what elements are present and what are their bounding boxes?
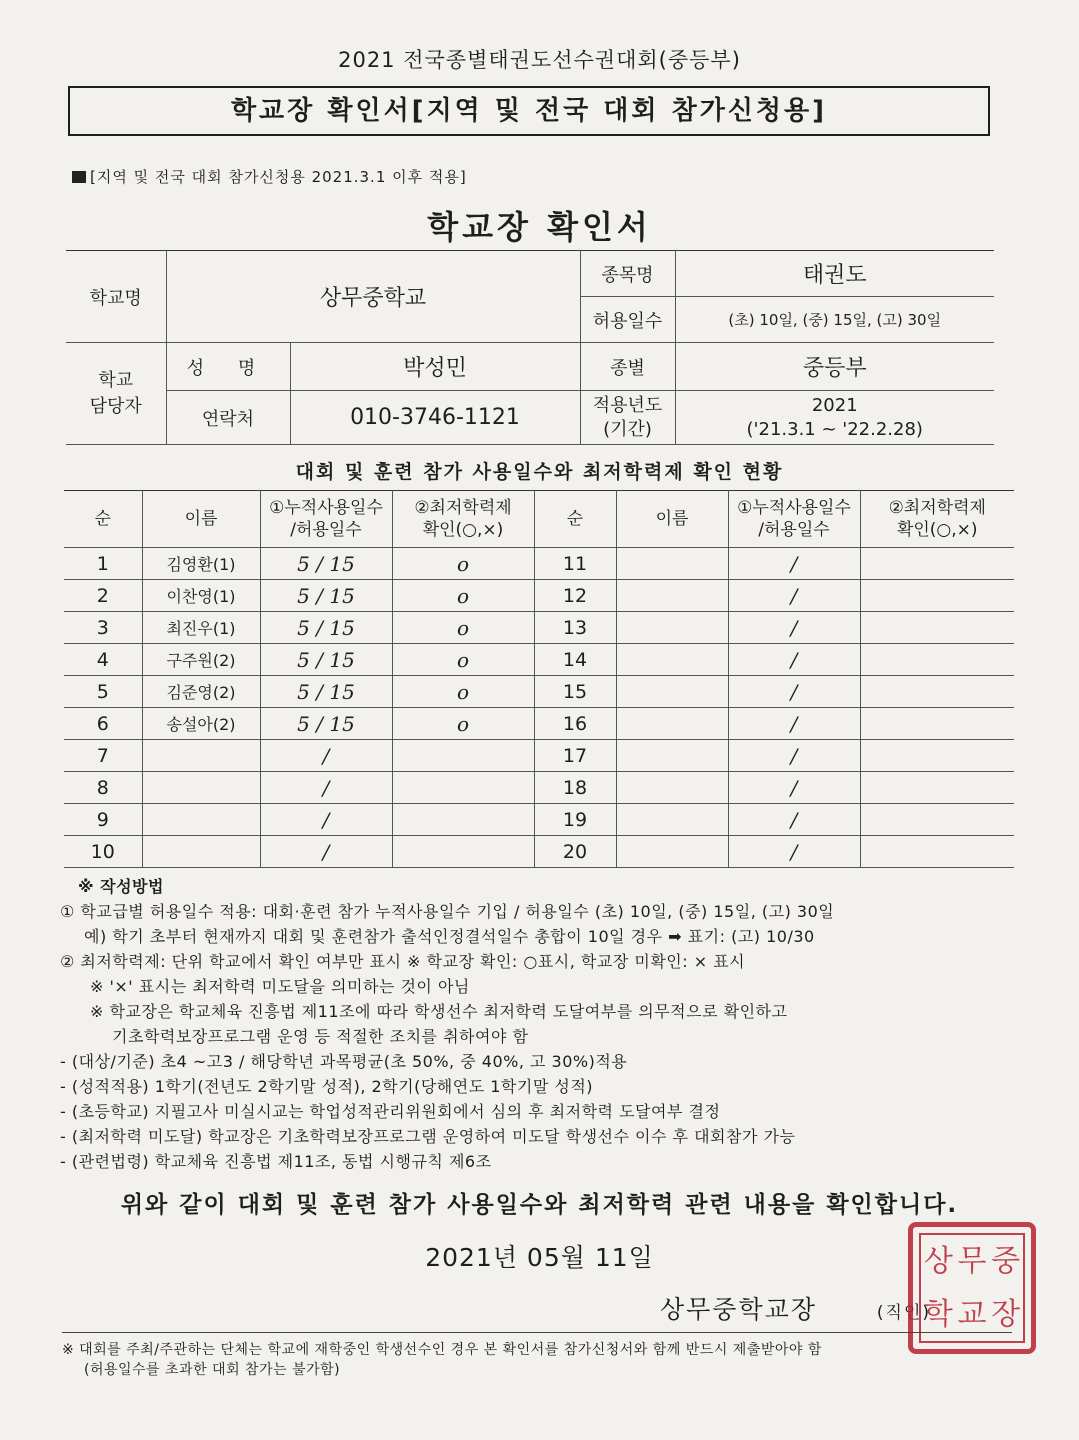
issue-date: 2021년 05월 11일 xyxy=(425,1243,654,1272)
seal-label: (직인) xyxy=(876,1303,932,1323)
sport-label: 종목명 xyxy=(580,251,675,297)
contact-person-label: 학교 담당자 xyxy=(66,343,166,445)
row-number: 17 xyxy=(534,740,616,772)
confirmation-statement: 위와 같이 대회 및 훈련 참가 사용일수와 최저학력 관련 내용을 확인합니다. xyxy=(120,1192,959,1218)
phone-value: 010-3746-1121 xyxy=(290,391,580,445)
applied-note-text: [지역 및 전국 대회 참가신청용 2021.3.1 이후 적용] xyxy=(90,168,467,186)
min-academic-check: o xyxy=(392,644,534,676)
table-row xyxy=(64,772,1014,804)
athlete-name: 이찬영(1) xyxy=(142,580,260,612)
col-no-header: 순 xyxy=(64,491,142,548)
form-title-box: 학교장 확인서[지역 및 전국 대회 참가신청용] xyxy=(68,86,990,136)
instruction-line: - (관련법령) 학교체육 진흥법 제11조, 동법 시행규칙 제6조 xyxy=(60,1152,492,1171)
col-days-header: ①누적사용일수 /허용일수 xyxy=(260,491,392,548)
athlete-name xyxy=(616,836,728,868)
used-days: / xyxy=(728,676,860,708)
used-days: 5 / 15 xyxy=(260,644,392,676)
min-academic-check xyxy=(860,548,1014,580)
used-days: 5 / 15 xyxy=(260,580,392,612)
used-days: 5 / 15 xyxy=(260,548,392,580)
instructions xyxy=(60,874,1020,1174)
used-days: / xyxy=(728,740,860,772)
athlete-name xyxy=(142,772,260,804)
status-section-title: 대회 및 훈련 참가 사용일수와 최저학력제 확인 현황 xyxy=(295,461,784,483)
name-value: 박성민 xyxy=(290,343,580,391)
signer-name: 상무중학교장 xyxy=(660,1295,817,1324)
athlete-name xyxy=(616,580,728,612)
min-academic-check xyxy=(392,804,534,836)
main-title: 학교장 확인서 xyxy=(427,208,652,246)
used-days: / xyxy=(728,836,860,868)
school-info-table xyxy=(66,250,994,445)
athlete-name: 김준영(2) xyxy=(142,676,260,708)
instruction-line: - (성적적용) 1학기(전년도 2학기말 성적), 2학기(당해연도 1학기말 성적) xyxy=(60,1077,594,1096)
row-number: 4 xyxy=(64,644,142,676)
athlete-register-table xyxy=(64,490,1014,868)
row-number: 10 xyxy=(64,836,142,868)
row-number: 15 xyxy=(534,676,616,708)
used-days: / xyxy=(728,612,860,644)
col-days-header-right: ①누적사용일수 /허용일수 xyxy=(728,491,860,548)
footer-line: (허용일수를 초과한 대회 참가는 불가함) xyxy=(84,1362,341,1378)
row-number: 16 xyxy=(534,708,616,740)
row-number: 6 xyxy=(64,708,142,740)
instruction-line: 예) 학기 초부터 현재까지 대회 및 훈련참가 출석인정결석일수 총합이 10일 경우 ➡ 표기: (고) 10/30 xyxy=(84,927,815,946)
table-row xyxy=(64,612,1014,644)
row-number: 3 xyxy=(64,612,142,644)
footer-note xyxy=(62,1340,1022,1380)
table-row xyxy=(64,676,1014,708)
athlete-name xyxy=(616,708,728,740)
school-name-value: 상무중학교 xyxy=(166,251,580,343)
row-number: 2 xyxy=(64,580,142,612)
category-label: 종별 xyxy=(580,343,675,391)
row-number: 1 xyxy=(64,548,142,580)
instruction-line: ① 학교급별 허용일수 적용: 대회·훈련 참가 누적사용일수 기입 / 허용일수 (초) 10일, (중) 15일, (고) 30일 xyxy=(60,902,835,921)
seal-glyph: 학 xyxy=(923,1296,953,1332)
table-row xyxy=(64,548,1014,580)
seal-glyph: 무 xyxy=(957,1243,987,1279)
table-header-row xyxy=(64,491,1014,548)
min-academic-check xyxy=(392,836,534,868)
athlete-name: 구주원(2) xyxy=(142,644,260,676)
row-number: 12 xyxy=(534,580,616,612)
table-row xyxy=(64,708,1014,740)
used-days: / xyxy=(260,772,392,804)
used-days: 5 / 15 xyxy=(260,708,392,740)
used-days: 5 / 15 xyxy=(260,612,392,644)
athlete-name xyxy=(616,676,728,708)
square-bullet-icon xyxy=(72,171,86,183)
min-academic-check: o xyxy=(392,548,534,580)
min-academic-check: o xyxy=(392,612,534,644)
school-name-label: 학교명 xyxy=(66,251,166,343)
footer-divider xyxy=(62,1332,1012,1333)
athlete-name: 김영환(1) xyxy=(142,548,260,580)
used-days: / xyxy=(260,804,392,836)
signer xyxy=(660,1290,931,1326)
col-no-header-right: 순 xyxy=(534,491,616,548)
athlete-name: 송설아(2) xyxy=(142,708,260,740)
table-row xyxy=(64,580,1014,612)
seal-glyph: 교 xyxy=(957,1296,987,1332)
instruction-line: ※ 학교장은 학교체육 진흥법 제11조에 따라 학생선수 최저학력 도달여부를 의무적으로 확인하고 xyxy=(90,1002,788,1021)
athlete-name xyxy=(616,548,728,580)
table-row xyxy=(64,804,1014,836)
athlete-name: 최진우(1) xyxy=(142,612,260,644)
row-number: 13 xyxy=(534,612,616,644)
athlete-name xyxy=(616,772,728,804)
used-days: / xyxy=(728,548,860,580)
min-academic-check xyxy=(860,772,1014,804)
min-academic-check xyxy=(392,740,534,772)
min-academic-check: o xyxy=(392,580,534,612)
row-number: 18 xyxy=(534,772,616,804)
used-days: / xyxy=(260,836,392,868)
row-number: 11 xyxy=(534,548,616,580)
used-days: / xyxy=(728,708,860,740)
allowed-days-value: (초) 10일, (중) 15일, (고) 30일 xyxy=(675,297,994,343)
used-days: / xyxy=(728,804,860,836)
category-value: 중등부 xyxy=(675,343,994,391)
instruction-line: ② 최저학력제: 단위 학교에서 확인 여부만 표시 ※ 학교장 확인: ○표시, 학교장 미확인: × 표시 xyxy=(60,952,746,971)
sport-value: 태권도 xyxy=(675,251,994,297)
min-academic-check xyxy=(860,804,1014,836)
athlete-name xyxy=(616,612,728,644)
min-academic-check xyxy=(860,612,1014,644)
instruction-line: ※ '×' 표시는 최저학력 미도달을 의미하는 것이 아님 xyxy=(90,977,470,996)
footer-line: ※ 대회를 주최/주관하는 단체는 학교에 재학중인 학생선수인 경우 본 확인서를 참가신청서와 함께 반드시 제출받아야 함 xyxy=(62,1342,822,1358)
table-row xyxy=(64,836,1014,868)
row-number: 8 xyxy=(64,772,142,804)
col-name-header: 이름 xyxy=(142,491,260,548)
row-number: 9 xyxy=(64,804,142,836)
applied-note xyxy=(72,166,467,187)
athlete-name xyxy=(616,644,728,676)
athlete-name xyxy=(616,740,728,772)
athlete-name xyxy=(142,804,260,836)
row-number: 19 xyxy=(534,804,616,836)
used-days: / xyxy=(728,580,860,612)
col-check-header-right: ②최저학력제 확인(○,×) xyxy=(860,491,1014,548)
seal-glyph: 상 xyxy=(923,1243,953,1279)
year-value: 2021 ('21.3.1 ~ '22.2.28) xyxy=(675,391,994,445)
table-row xyxy=(64,740,1014,772)
min-academic-check: o xyxy=(392,708,534,740)
year-label: 적용년도 (기간) xyxy=(580,391,675,445)
min-academic-check xyxy=(392,772,534,804)
athlete-name xyxy=(142,740,260,772)
row-number: 5 xyxy=(64,676,142,708)
seal-glyph: 중 xyxy=(991,1243,1021,1279)
min-academic-check xyxy=(860,676,1014,708)
seal-glyph: 장 xyxy=(991,1296,1021,1332)
min-academic-check xyxy=(860,580,1014,612)
instruction-line: - (대상/기준) 초4 ~고3 / 해당학년 과목평균(초 50%, 중 40%, 고 30%)적용 xyxy=(60,1052,628,1071)
athlete-name xyxy=(616,804,728,836)
instruction-line: 기초학력보장프로그램 운영 등 적절한 조치를 취하여야 함 xyxy=(112,1027,529,1046)
min-academic-check xyxy=(860,836,1014,868)
min-academic-check xyxy=(860,708,1014,740)
instruction-line: - (최저학력 미도달) 학교장은 기초학력보장프로그램 운영하여 미도달 학생선수 이수 후 대회참가 가능 xyxy=(60,1127,796,1146)
official-seal-stamp xyxy=(908,1222,1036,1354)
min-academic-check xyxy=(860,644,1014,676)
col-name-header-right: 이름 xyxy=(616,491,728,548)
row-number: 14 xyxy=(534,644,616,676)
table-row xyxy=(64,644,1014,676)
col-check-header: ②최저학력제 확인(○,×) xyxy=(392,491,534,548)
event-title: 2021 전국종별태권도선수권대회(중등부) xyxy=(338,48,741,72)
instruction-line: - (초등학교) 지필고사 미실시교는 학업성적관리위원회에서 심의 후 최저학력 도달여부 결정 xyxy=(60,1102,721,1121)
row-number: 20 xyxy=(534,836,616,868)
athlete-name xyxy=(142,836,260,868)
min-academic-check: o xyxy=(392,676,534,708)
row-number: 7 xyxy=(64,740,142,772)
used-days: / xyxy=(728,644,860,676)
allowed-days-label: 허용일수 xyxy=(580,297,675,343)
phone-label: 연락처 xyxy=(166,391,290,445)
used-days: / xyxy=(728,772,860,804)
seal-characters xyxy=(919,1233,1025,1343)
used-days: 5 / 15 xyxy=(260,676,392,708)
instructions-title: ※ 작성방법 xyxy=(78,877,164,896)
name-label: 성 명 xyxy=(166,343,290,391)
used-days: / xyxy=(260,740,392,772)
min-academic-check xyxy=(860,740,1014,772)
